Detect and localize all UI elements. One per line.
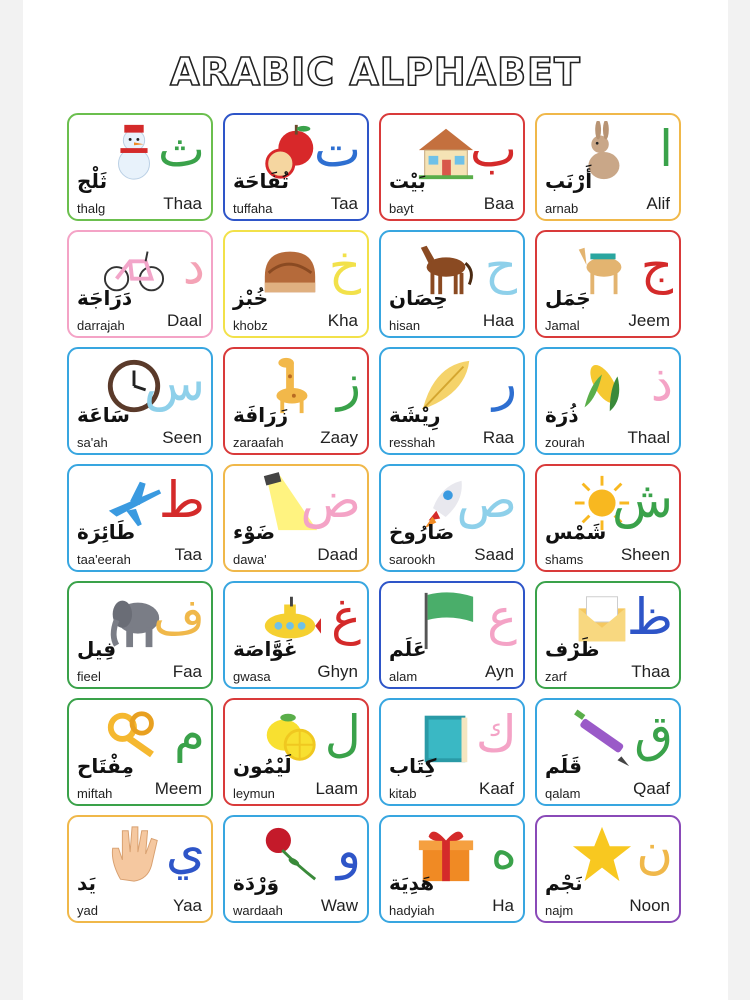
letter-card-seen-8	[67, 347, 213, 455]
alphabet-grid	[67, 113, 713, 923]
arabic-letter: ج	[640, 237, 673, 295]
letter-name: Ghyn	[317, 662, 358, 681]
letter-name: Alif	[646, 194, 670, 213]
letter-card-daad-13	[223, 464, 369, 572]
letter-name: Kaaf	[479, 779, 514, 798]
arabic-word: أَرْنَب	[545, 169, 593, 193]
letter-name: Taa	[330, 194, 358, 213]
letter-card-ha-26	[379, 815, 525, 923]
arabic-letter: س	[143, 354, 205, 412]
letter-card-haa-6	[379, 230, 525, 338]
word-transliteration: taa'eerah	[77, 552, 131, 567]
letter-name: Raa	[482, 428, 514, 447]
arabic-word: بَيْت	[389, 169, 426, 193]
letter-card-daal-4	[67, 230, 213, 338]
letter-card-zaay-9	[223, 347, 369, 455]
arabic-word: يَد	[77, 871, 97, 895]
word-transliteration: wardaah	[233, 903, 283, 918]
arabic-letter: ز	[336, 354, 361, 412]
letter-name: Thaal	[627, 428, 670, 447]
word-transliteration: khobz	[233, 318, 268, 333]
arabic-letter: ع	[487, 588, 517, 646]
letter-name: Jeem	[628, 311, 670, 330]
word-transliteration: Jamal	[545, 318, 580, 333]
letter-card-meem-20	[67, 698, 213, 806]
arabic-letter: ط	[158, 471, 205, 529]
letter-name: Thaa	[163, 194, 202, 213]
word-transliteration: alam	[389, 669, 418, 684]
letter-name: Meem	[154, 779, 202, 798]
word-transliteration: kitab	[389, 786, 417, 801]
arabic-letter: ض	[300, 471, 361, 529]
page-title: ARABIC ALPHABET	[170, 50, 581, 94]
letter-card-baa-2	[379, 113, 525, 221]
letter-card-sheen-15	[535, 464, 681, 572]
word-transliteration: gwasa	[233, 669, 271, 684]
arabic-letter: ظ	[626, 588, 673, 646]
bread-icon	[259, 238, 321, 300]
word-transliteration: zourah	[545, 435, 585, 450]
letter-card-qaaf-23	[535, 698, 681, 806]
letter-name: Kha	[327, 311, 358, 330]
letter-card-jeem-7	[535, 230, 681, 338]
word-transliteration: zaraafah	[233, 435, 284, 450]
arabic-letter: ح	[484, 237, 517, 295]
letter-name: Zaay	[320, 428, 358, 447]
arabic-word: فِيل	[77, 637, 117, 661]
arabic-word: رِيْشَة	[389, 403, 441, 427]
arabic-letter: ك	[475, 705, 517, 763]
arabic-letter: ر	[492, 354, 517, 412]
arabic-letter: ا	[659, 120, 673, 178]
arabic-letter: ه	[490, 822, 517, 880]
arabic-word: ثَلْج	[77, 169, 108, 193]
letter-card-kha-5	[223, 230, 369, 338]
arabic-word: لَيْمُون	[233, 754, 292, 778]
word-transliteration: tuffaha	[233, 201, 273, 216]
letter-name: Baa	[483, 194, 514, 213]
arabic-word: خُبْز	[233, 286, 269, 310]
arabic-letter: ش	[611, 471, 673, 529]
arabic-word: حِصَان	[389, 286, 448, 310]
letter-card-raa-10	[379, 347, 525, 455]
letter-name: Daal	[167, 311, 202, 330]
word-transliteration: darrajah	[77, 318, 125, 333]
letter-card-ayn-18	[379, 581, 525, 689]
arabic-word: نَجْم	[545, 871, 583, 895]
arabic-word: صَارُوخ	[389, 520, 455, 544]
word-transliteration: dawa'	[233, 552, 267, 567]
arabic-word: هَدِيَة	[389, 871, 435, 895]
word-transliteration: shams	[545, 552, 584, 567]
letter-name: Qaaf	[633, 779, 670, 798]
arabic-letter: ص	[456, 471, 517, 529]
word-transliteration: miftah	[77, 786, 113, 801]
arabic-word: زَرَافَة	[233, 403, 289, 427]
arabic-letter: ث	[157, 120, 205, 178]
word-transliteration: hadyiah	[389, 903, 435, 918]
word-transliteration: arnab	[545, 201, 579, 216]
letter-card-ghyn-17	[223, 581, 369, 689]
arabic-letter: ي	[165, 822, 205, 880]
letter-card-waw-25	[223, 815, 369, 923]
word-transliteration: fieel	[77, 669, 101, 684]
arabic-letter: ق	[634, 705, 673, 763]
letter-name: Faa	[172, 662, 202, 681]
word-transliteration: resshah	[389, 435, 436, 450]
arabic-letter: ف	[153, 588, 205, 646]
letter-card-noon-27	[535, 815, 681, 923]
arabic-letter: ب	[469, 120, 517, 178]
arabic-letter: ل	[324, 705, 361, 763]
letter-card-alif-3	[535, 113, 681, 221]
arabic-word: شَمْس	[545, 520, 607, 544]
arabic-letter: ذ	[650, 354, 673, 412]
arabic-letter: ت	[313, 120, 361, 178]
arabic-letter: د	[182, 237, 205, 295]
word-transliteration: bayt	[389, 201, 414, 216]
arabic-letter: غ	[331, 588, 361, 646]
letter-name: Ha	[492, 896, 514, 915]
letter-name: Laam	[315, 779, 358, 798]
arabic-word: تُفَاحَة	[233, 169, 289, 193]
letter-name: Yaa	[173, 896, 202, 915]
arabic-letter: م	[174, 705, 205, 763]
poster	[23, 0, 728, 1000]
arabic-letter: ن	[636, 822, 673, 880]
letter-card-yaa-24	[67, 815, 213, 923]
letter-name: Waw	[320, 896, 358, 915]
arabic-word: ظَرْف	[545, 637, 600, 661]
arabic-word: جَمَل	[545, 286, 591, 310]
word-transliteration: sa'ah	[77, 435, 108, 450]
arabic-word: سَاعَة	[77, 403, 130, 427]
arabic-word: طَائِرَة	[77, 520, 136, 544]
hand-icon	[103, 823, 165, 885]
letter-card-laam-21	[223, 698, 369, 806]
letter-name: Saad	[474, 545, 514, 564]
word-transliteration: leymun	[233, 786, 275, 801]
arabic-word: مِفْتَاح	[77, 754, 134, 778]
word-transliteration: yad	[77, 903, 98, 918]
letter-name: Haa	[482, 311, 514, 330]
letter-name: Noon	[629, 896, 670, 915]
letter-card-taa-1	[223, 113, 369, 221]
arabic-word: قَلَم	[545, 754, 582, 778]
arabic-word: دَرَاجَة	[77, 286, 133, 310]
arabic-word: غَوَّاصَة	[233, 637, 298, 661]
arabic-word: عَلَم	[389, 637, 427, 661]
arabic-word: كِتَاب	[389, 754, 437, 778]
letter-name: Sheen	[620, 545, 670, 564]
arabic-word: وَرْدَة	[233, 871, 280, 895]
letter-name: Seen	[162, 428, 202, 447]
letter-card-faa-16	[67, 581, 213, 689]
arabic-letter: و	[336, 822, 361, 880]
letter-name: Daad	[317, 545, 358, 564]
word-transliteration: najm	[545, 903, 574, 918]
letter-name: Thaa	[631, 662, 670, 681]
letter-card-thaal-11	[535, 347, 681, 455]
snowman-icon	[103, 121, 165, 183]
letter-card-saad-14	[379, 464, 525, 572]
word-transliteration: qalam	[545, 786, 581, 801]
letter-card-taa-12	[67, 464, 213, 572]
letter-card-kaaf-22	[379, 698, 525, 806]
corn-icon	[571, 355, 633, 417]
arabic-letter: خ	[328, 237, 361, 295]
letter-name: Taa	[174, 545, 202, 564]
word-transliteration: zarf	[545, 669, 567, 684]
word-transliteration: hisan	[389, 318, 421, 333]
letter-name: Ayn	[485, 662, 514, 681]
word-transliteration: thalg	[77, 201, 106, 216]
letter-card-thaa-0	[67, 113, 213, 221]
letter-card-thaa-19	[535, 581, 681, 689]
arabic-word: ضَوْء	[233, 520, 276, 544]
word-transliteration: sarookh	[389, 552, 436, 567]
arabic-word: ذُرَة	[545, 403, 579, 427]
